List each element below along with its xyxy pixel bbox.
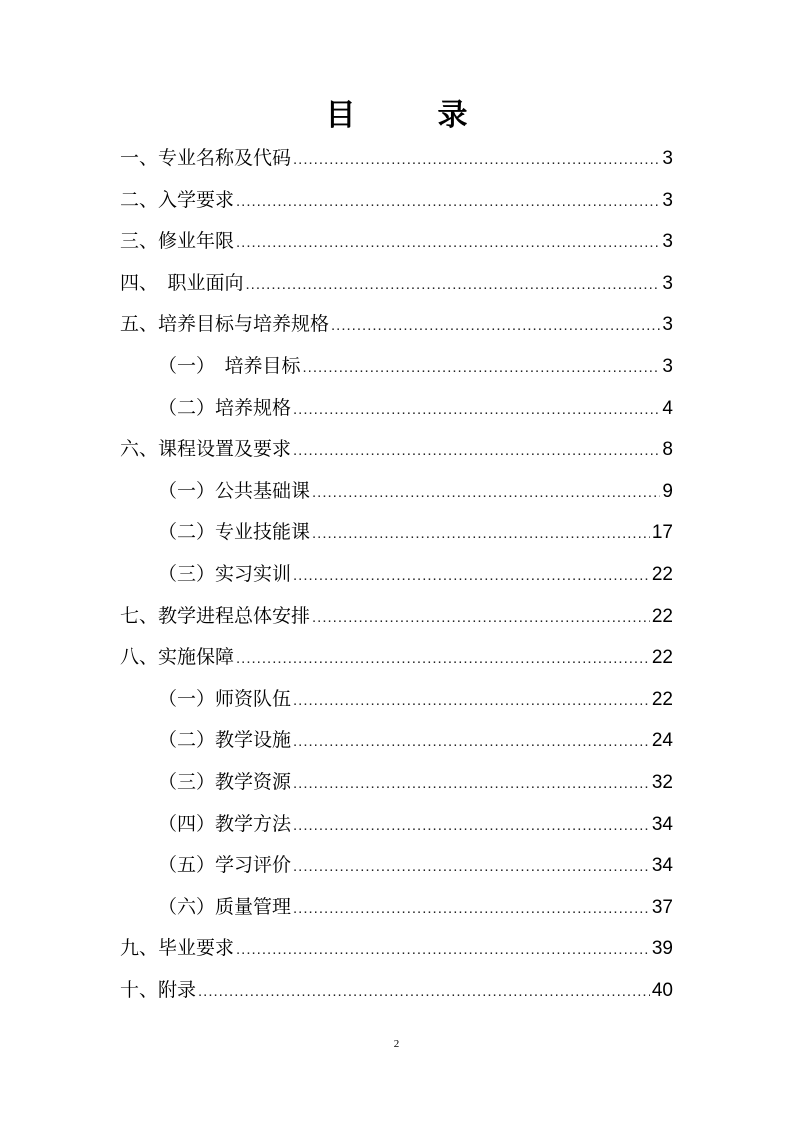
toc-entry[interactable] [120,512,673,554]
toc-dot-leader [236,181,660,223]
page-title: 目 录 [325,98,494,133]
toc-entry[interactable] [120,471,673,513]
toc-entry-page-number: 32 [651,771,673,793]
toc-dot-leader [293,555,650,597]
toc-entry-page-number: 8 [662,439,673,461]
toc-entry[interactable] [120,679,673,721]
toc-entry[interactable] [120,304,673,346]
toc-entry[interactable] [120,346,673,388]
toc-dot-leader [293,721,650,763]
toc-entry-label: （二）专业技能课 [158,521,311,544]
toc-entry-label: （二）培养规格 [158,396,292,419]
toc-entry-page-number: 9 [662,480,673,502]
toc-entry-label: 一、专业名称及代码 [120,147,292,169]
toc-entry-label: 二、入学要求 [120,188,235,211]
toc-entry-page-number: 3 [662,314,673,336]
toc-entry-label: 七、教学进程总体安排 [120,604,311,627]
toc-dot-leader [236,222,660,264]
toc-dot-leader [236,929,650,971]
toc-entry[interactable] [120,887,673,929]
toc-entry-label: 三、修业年限 [120,230,235,253]
toc-entry[interactable] [120,429,673,471]
table-of-contents [120,138,673,1011]
toc-entry-label: 五、培养目标与培养规格 [120,313,330,336]
toc-dot-leader [293,763,650,805]
toc-entry-page-number: 3 [662,189,673,211]
toc-entry-page-number: 39 [651,938,673,960]
toc-entry-page-number: 22 [651,605,673,627]
toc-entry-label: 十、附录 [120,978,197,1001]
toc-dot-leader [293,139,660,181]
toc-dot-leader [293,846,650,888]
page-number: 2 [393,1038,400,1050]
toc-dot-leader [236,638,650,680]
toc-dot-leader [246,264,661,306]
toc-entry-page-number: 34 [651,813,673,835]
toc-entry-label: （六）质量管理 [158,895,292,918]
toc-dot-leader [293,888,650,930]
toc-entry-page-number: 3 [662,231,673,253]
toc-dot-leader [293,805,650,847]
toc-entry-label: （一）师资队伍 [158,687,292,710]
toc-dot-leader [293,430,660,472]
toc-dot-leader [293,680,650,722]
toc-entry-page-number: 22 [651,563,673,585]
toc-dot-leader [312,472,660,514]
toc-entry-page-number: 22 [651,688,673,710]
toc-entry-label: （一）公共基础课 [158,479,311,502]
toc-entry[interactable] [120,637,673,679]
toc-entry-label: 六、课程设置及要求 [120,438,292,461]
toc-entry[interactable] [120,138,673,180]
toc-entry-page-number: 40 [651,979,673,1001]
toc-entry[interactable] [120,928,673,970]
toc-entry[interactable] [120,388,673,430]
toc-entry-label: 九、毕业要求 [120,937,235,960]
toc-entry[interactable] [120,596,673,638]
toc-dot-leader [303,347,661,389]
toc-dot-leader [312,513,650,555]
toc-entry-label: （一） 培养目标 [158,354,301,377]
toc-entry[interactable] [120,720,673,762]
toc-entry[interactable] [120,221,673,263]
toc-entry-page-number: 22 [651,647,673,669]
toc-entry-label: （三）教学资源 [158,770,292,793]
toc-entry[interactable] [120,263,673,305]
toc-entry-page-number: 4 [662,397,673,419]
toc-entry-page-number: 24 [651,730,673,752]
toc-entry-label: 八、实施保障 [120,646,235,669]
toc-dot-leader [312,597,650,639]
toc-entry-page-number: 17 [651,522,673,544]
toc-entry-page-number: 3 [662,272,673,294]
toc-entry-page-number: 3 [662,355,673,377]
toc-entry-label: （五）学习评价 [158,854,292,877]
toc-entry-page-number: 37 [651,896,673,918]
toc-entry-label: （四）教学方法 [158,812,292,835]
toc-entry-page-number: 34 [651,855,673,877]
toc-dot-leader [198,971,650,1013]
toc-entry[interactable] [120,762,673,804]
toc-entry-label: （二）教学设施 [158,729,292,752]
toc-entry[interactable] [120,845,673,887]
toc-entry[interactable] [120,804,673,846]
toc-entry[interactable] [120,180,673,222]
toc-entry-label: 四、 职业面向 [120,271,244,294]
toc-dot-leader [293,389,660,431]
toc-entry[interactable] [120,554,673,596]
toc-dot-leader [331,305,660,347]
toc-entry-page-number: 3 [662,148,673,169]
toc-entry-label: （三）实习实训 [158,562,292,585]
toc-entry[interactable] [120,970,673,1012]
